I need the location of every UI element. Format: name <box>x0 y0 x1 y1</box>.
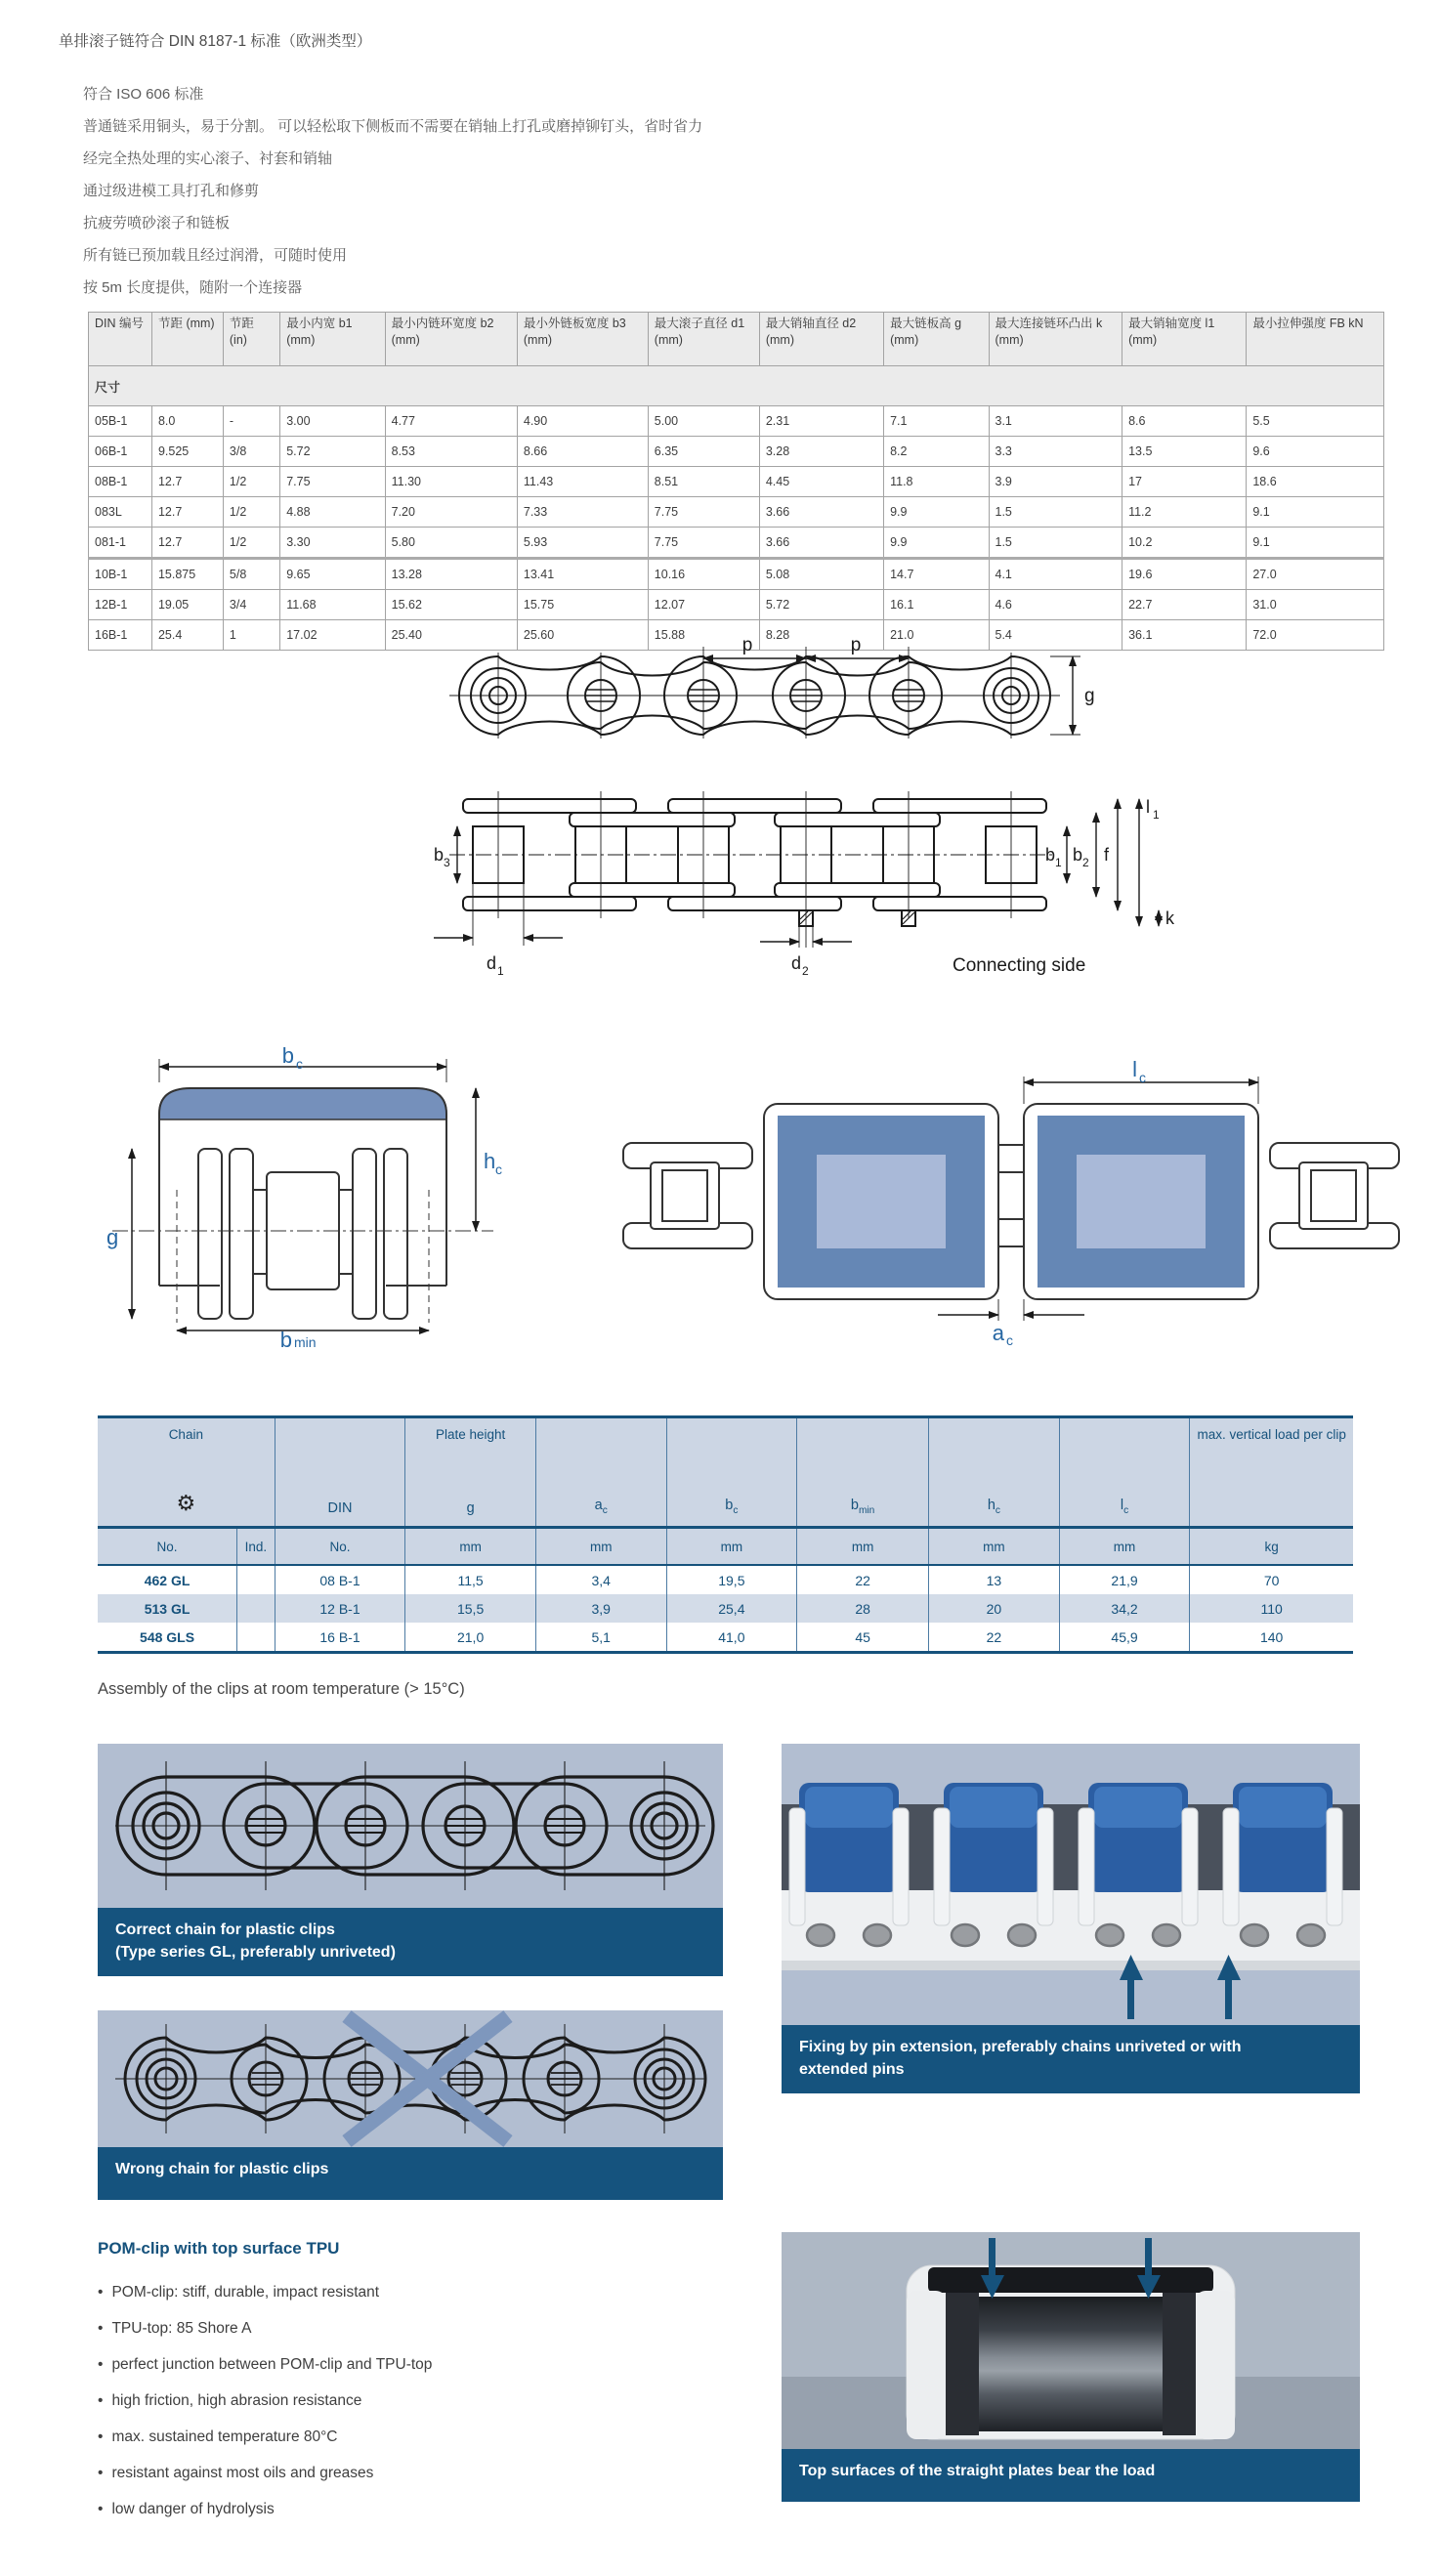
dim-label-g: g <box>106 1225 119 1249</box>
feature-item: 普通链采用铜头，易于分割。 可以轻松取下侧板而不需要在销轴上打孔或磨掉铆钉头，省时省力 <box>83 118 703 135</box>
svg-text:1: 1 <box>497 964 504 978</box>
table-cell: 31.0 <box>1247 590 1384 620</box>
table-cell: 10.16 <box>648 559 759 590</box>
table-cell: 3.30 <box>280 528 385 559</box>
fixing-caption: Fixing by pin extension, preferably chains unriveted or with extended pins <box>782 2025 1360 2093</box>
svg-text:c: c <box>1139 1070 1146 1085</box>
dim-label-bmin: b <box>279 1328 292 1348</box>
clip-table-row <box>98 1594 1353 1623</box>
table-cell: 9.525 <box>151 437 223 467</box>
table-cell: 06B-1 <box>89 437 152 467</box>
table-cell: 1/2 <box>223 528 279 559</box>
table-cell: 11,5 <box>405 1565 536 1594</box>
table-cell: 19,5 <box>666 1565 797 1594</box>
dim-label-d2: d <box>791 953 802 973</box>
table-cell: - <box>223 406 279 437</box>
table-cell: 25.60 <box>517 620 648 651</box>
connecting-side-label: Connecting side <box>953 955 1086 976</box>
table-row <box>89 437 1384 467</box>
table-cell: 05B-1 <box>89 406 152 437</box>
dim-label-p: p <box>741 635 753 655</box>
svg-text:2: 2 <box>1082 856 1089 869</box>
col-header-hc: $h_c$ <box>929 1417 1060 1528</box>
table-cell: 11.2 <box>1122 497 1247 528</box>
col-header: 最小外链板宽度 b3 (mm) <box>517 313 648 366</box>
dim-label-b1: b <box>1045 845 1056 865</box>
table-cell: 9.6 <box>1247 437 1384 467</box>
table-cell: 11.68 <box>280 590 385 620</box>
table-cell: 7.33 <box>517 497 648 528</box>
table-cell: 1 <box>223 620 279 651</box>
col-header-g: Plate height g <box>405 1417 536 1528</box>
table-cell: 72.0 <box>1247 620 1384 651</box>
table-cell: 34,2 <box>1059 1594 1190 1623</box>
dim-label-l1: l <box>1146 797 1150 817</box>
table-cell: 9.9 <box>884 497 989 528</box>
svg-text:c: c <box>1006 1332 1013 1345</box>
table-cell: 45 <box>797 1623 929 1653</box>
table-cell: 8.51 <box>648 467 759 497</box>
clip-data-table <box>98 1415 1353 1654</box>
col-header-chain: Chain ⚙ <box>98 1417 275 1528</box>
table-cell: 19.05 <box>151 590 223 620</box>
table-cell: 70 <box>1190 1565 1353 1594</box>
load-photo-panel <box>782 2232 1360 2502</box>
clip-top-band <box>159 1088 446 1119</box>
table-cell: 15.88 <box>648 620 759 651</box>
page-title: 单排滚子链符合 DIN 8187-1 标准（欧洲类型） <box>59 33 372 50</box>
table-cell: 21,9 <box>1059 1565 1190 1594</box>
feature-item: 符合 ISO 606 标准 <box>83 86 204 103</box>
dim-label-f: f <box>1104 845 1110 865</box>
clip-inner-face <box>1077 1155 1206 1248</box>
table-cell: 5.80 <box>385 528 517 559</box>
svg-text:1: 1 <box>1055 856 1062 869</box>
pom-feature-item: • POM-clip: stiff, durable, impact resistant <box>98 2284 380 2301</box>
pom-feature-item: • low danger of hydrolysis <box>98 2501 275 2517</box>
table-cell: 8.2 <box>884 437 989 467</box>
table-cell: 8.28 <box>759 620 883 651</box>
col-header-bc: $b_c$ <box>666 1417 797 1528</box>
clip-cross-section-diagram <box>93 1043 513 1348</box>
table-row <box>89 467 1384 497</box>
table-cell: 13.41 <box>517 559 648 590</box>
table-cell: 19.6 <box>1122 559 1247 590</box>
table-cell: 7.75 <box>648 528 759 559</box>
table-cell: 15.875 <box>151 559 223 590</box>
unit-cell: mm <box>405 1528 536 1566</box>
unit-cell: mm <box>535 1528 666 1566</box>
table-cell: 8.6 <box>1122 406 1247 437</box>
table-cell: 15.62 <box>385 590 517 620</box>
table-cell: 13 <box>929 1565 1060 1594</box>
table-cell: 548 GLS <box>98 1623 237 1653</box>
table-cell: 12.7 <box>151 497 223 528</box>
table-cell: 18.6 <box>1247 467 1384 497</box>
table-cell: 11.30 <box>385 467 517 497</box>
unit-cell: mm <box>797 1528 929 1566</box>
table-cell: 5.93 <box>517 528 648 559</box>
table-cell: 21,0 <box>405 1623 536 1653</box>
unit-cell: No. <box>275 1528 405 1566</box>
feature-item: 通过级进模工具打孔和修剪 <box>83 183 260 199</box>
table-cell: 513 GL <box>98 1594 237 1623</box>
table-cell: 45,9 <box>1059 1623 1190 1653</box>
clip-side-view-diagram <box>615 1047 1407 1345</box>
col-header-din: DIN <box>275 1417 405 1528</box>
table-row <box>89 497 1384 528</box>
table-cell: 10B-1 <box>89 559 152 590</box>
svg-text:3: 3 <box>444 856 450 869</box>
table-cell: 27.0 <box>1247 559 1384 590</box>
table-cell <box>237 1594 275 1623</box>
svg-text:1: 1 <box>1153 808 1160 822</box>
table-cell: 110 <box>1190 1594 1353 1623</box>
col-header: 最大链板高 g (mm) <box>884 313 989 366</box>
table-cell: 9.9 <box>884 528 989 559</box>
table-cell: 8.0 <box>151 406 223 437</box>
feature-item: 经完全热处理的实心滚子、衬套和销轴 <box>83 150 333 167</box>
table-header-row <box>89 313 1384 366</box>
table-cell: 12.7 <box>151 528 223 559</box>
table-cell: 15.75 <box>517 590 648 620</box>
table-cell: 1.5 <box>989 497 1122 528</box>
table-cell: 08 B-1 <box>275 1565 405 1594</box>
table-cell: 7.1 <box>884 406 989 437</box>
gear-icon: ⚙ <box>176 1491 196 1515</box>
table-title-row <box>89 366 1384 406</box>
clip-table-row <box>98 1623 1353 1653</box>
table-cell: 140 <box>1190 1623 1353 1653</box>
table-cell: 1.5 <box>989 528 1122 559</box>
table-title: 尺寸 <box>89 366 1384 406</box>
pom-feature-item: • max. sustained temperature 80°C <box>98 2428 338 2445</box>
table-cell: 5,1 <box>535 1623 666 1653</box>
table-cell: 41,0 <box>666 1623 797 1653</box>
table-cell: 16B-1 <box>89 620 152 651</box>
feature-item: 抗疲劳喷砂滚子和链板 <box>83 215 231 232</box>
table-cell: 7.75 <box>648 497 759 528</box>
col-header: 最小内宽 b1 (mm) <box>280 313 385 366</box>
table-cell: 12 B-1 <box>275 1594 405 1623</box>
assembly-note: Assembly of the clips at room temperature (> 15°C) <box>98 1680 465 1698</box>
table-cell: 11.8 <box>884 467 989 497</box>
table-cell: 25.40 <box>385 620 517 651</box>
dim-label-lc: l <box>1132 1057 1137 1081</box>
table-cell: 7.20 <box>385 497 517 528</box>
table-cell: 13.28 <box>385 559 517 590</box>
table-cell: 8.66 <box>517 437 648 467</box>
table-cell: 10.2 <box>1122 528 1247 559</box>
pom-feature-item: • high friction, high abrasion resistance <box>98 2392 362 2409</box>
table-cell: 9.1 <box>1247 497 1384 528</box>
pom-feature-item: • perfect junction between POM-clip and TPU-top <box>98 2356 433 2373</box>
table-row <box>89 559 1384 590</box>
pom-feature-list <box>98 2274 432 2527</box>
dimensions-table <box>88 312 1384 651</box>
table-cell: 5.08 <box>759 559 883 590</box>
fixing-photo-panel <box>782 1744 1360 2093</box>
table-cell: 20 <box>929 1594 1060 1623</box>
table-cell: 4.88 <box>280 497 385 528</box>
table-cell: 15,5 <box>405 1594 536 1623</box>
table-cell: 5.4 <box>989 620 1122 651</box>
correct-chain-drawing <box>98 1744 723 1908</box>
load-photo <box>782 2232 1360 2449</box>
correct-chain-panel <box>98 1744 723 1976</box>
table-cell: 13.5 <box>1122 437 1247 467</box>
table-cell: 12.07 <box>648 590 759 620</box>
table-cell: 9.1 <box>1247 528 1384 559</box>
dim-label-g: g <box>1084 686 1095 706</box>
clip-table-row <box>98 1565 1353 1594</box>
table-cell: 6.35 <box>648 437 759 467</box>
col-header: DIN 编号 <box>89 313 152 366</box>
dim-label-hc: h <box>484 1149 496 1173</box>
table-cell: 16.1 <box>884 590 989 620</box>
table-cell: 12.7 <box>151 467 223 497</box>
pom-feature-item: • TPU-top: 85 Shore A <box>98 2320 252 2337</box>
table-cell: 5.5 <box>1247 406 1384 437</box>
table-cell <box>237 1565 275 1594</box>
dim-label-p: p <box>850 635 862 655</box>
dim-label-b2: b <box>1073 845 1083 865</box>
col-header: 最大滚子直径 d1 (mm) <box>648 313 759 366</box>
table-cell: 3/4 <box>223 590 279 620</box>
unit-cell: kg <box>1190 1528 1353 1566</box>
wrong-chain-drawing <box>98 2010 723 2147</box>
chain-dimension-diagram <box>420 635 1192 987</box>
table-cell: 22.7 <box>1122 590 1247 620</box>
table-cell: 3.28 <box>759 437 883 467</box>
svg-text:c: c <box>296 1056 303 1072</box>
table-cell: 12B-1 <box>89 590 152 620</box>
table-cell: 7.75 <box>280 467 385 497</box>
dim-label-b3: b <box>434 845 445 865</box>
pom-heading: POM-clip with top surface TPU <box>98 2239 340 2258</box>
table-cell: 17 <box>1122 467 1247 497</box>
table-cell: 08B-1 <box>89 467 152 497</box>
load-caption: Top surfaces of the straight plates bear the load <box>782 2449 1360 2502</box>
col-header: 最大销轴宽度 l1 (mm) <box>1122 313 1247 366</box>
col-header: 节距 (in) <box>223 313 279 366</box>
col-header-lc: $l_c$ <box>1059 1417 1190 1528</box>
col-header-max-load: max. vertical load per clip <box>1190 1417 1353 1528</box>
table-cell: 3.66 <box>759 528 883 559</box>
table-cell: 1/2 <box>223 497 279 528</box>
table-cell: 462 GL <box>98 1565 237 1594</box>
dim-label-d1: d <box>487 953 497 973</box>
table-cell: 21.0 <box>884 620 989 651</box>
table-cell: 36.1 <box>1122 620 1247 651</box>
clip-inner-face <box>817 1155 946 1248</box>
col-header-ac: $a_c$ <box>535 1417 666 1528</box>
table-cell: 8.53 <box>385 437 517 467</box>
table-cell: 3/8 <box>223 437 279 467</box>
table-cell: 28 <box>797 1594 929 1623</box>
table-cell: 3.66 <box>759 497 883 528</box>
table-cell: 22 <box>797 1565 929 1594</box>
wrong-chain-caption: Wrong chain for plastic clips <box>98 2147 723 2200</box>
table-cell: 22 <box>929 1623 1060 1653</box>
svg-text:c: c <box>495 1161 502 1177</box>
table-cell: 4.45 <box>759 467 883 497</box>
table-row <box>89 528 1384 559</box>
table-cell: 4.1 <box>989 559 1122 590</box>
table-cell: 17.02 <box>280 620 385 651</box>
dim-label-ac: a <box>992 1321 1004 1345</box>
table-cell: 4.77 <box>385 406 517 437</box>
table-cell: 16 B-1 <box>275 1623 405 1653</box>
table-cell: 25,4 <box>666 1594 797 1623</box>
table-cell: 11.43 <box>517 467 648 497</box>
table-cell: 3.3 <box>989 437 1122 467</box>
table-cell: 3,4 <box>535 1565 666 1594</box>
table-cell: 3,9 <box>535 1594 666 1623</box>
col-header: 最大销轴直径 d2 (mm) <box>759 313 883 366</box>
col-header: 节距 (mm) <box>151 313 223 366</box>
dim-label-k: k <box>1165 908 1174 928</box>
col-header: 最大连接链环凸出 k (mm) <box>989 313 1122 366</box>
unit-cell: No. <box>98 1528 237 1566</box>
feature-item: 按 5m 长度提供，随附一个连接器 <box>83 279 303 296</box>
table-cell: 14.7 <box>884 559 989 590</box>
unit-cell: Ind. <box>237 1528 275 1566</box>
unit-cell: mm <box>1059 1528 1190 1566</box>
table-cell: 5/8 <box>223 559 279 590</box>
col-header-bmin: $b_{min}$ <box>797 1417 929 1528</box>
table-cell: 25.4 <box>151 620 223 651</box>
table-cell: 2.31 <box>759 406 883 437</box>
feature-list <box>83 78 702 304</box>
clip-table-header-row <box>98 1417 1353 1528</box>
table-cell: 081-1 <box>89 528 152 559</box>
table-cell: 083L <box>89 497 152 528</box>
table-cell: 3.9 <box>989 467 1122 497</box>
table-row <box>89 590 1384 620</box>
table-cell: 3.00 <box>280 406 385 437</box>
table-cell: 4.6 <box>989 590 1122 620</box>
table-cell: 4.90 <box>517 406 648 437</box>
unit-cell: mm <box>929 1528 1060 1566</box>
table-cell: 5.72 <box>280 437 385 467</box>
svg-text:min: min <box>294 1334 317 1348</box>
wrong-chain-panel <box>98 2010 723 2200</box>
table-cell: 5.00 <box>648 406 759 437</box>
unit-cell: mm <box>666 1528 797 1566</box>
clip-table-units-row <box>98 1528 1353 1566</box>
correct-chain-caption: Correct chain for plastic clips (Type series GL, preferably unriveted) <box>98 1908 723 1976</box>
fixing-photo <box>782 1744 1360 2025</box>
feature-item: 所有链已预加载且经过润滑，可随时使用 <box>83 247 348 264</box>
dim-label-bc: b <box>281 1043 294 1068</box>
table-cell: 1/2 <box>223 467 279 497</box>
table-cell: 3.1 <box>989 406 1122 437</box>
table-cell: 5.72 <box>759 590 883 620</box>
col-header: 最小拉伸强度 FB kN <box>1247 313 1384 366</box>
svg-text:2: 2 <box>802 964 809 978</box>
pom-feature-item: • resistant against most oils and greases <box>98 2465 374 2481</box>
table-cell: 9.65 <box>280 559 385 590</box>
col-header: 最小内链环宽度 b2 (mm) <box>385 313 517 366</box>
table-cell <box>237 1623 275 1653</box>
table-row <box>89 406 1384 437</box>
